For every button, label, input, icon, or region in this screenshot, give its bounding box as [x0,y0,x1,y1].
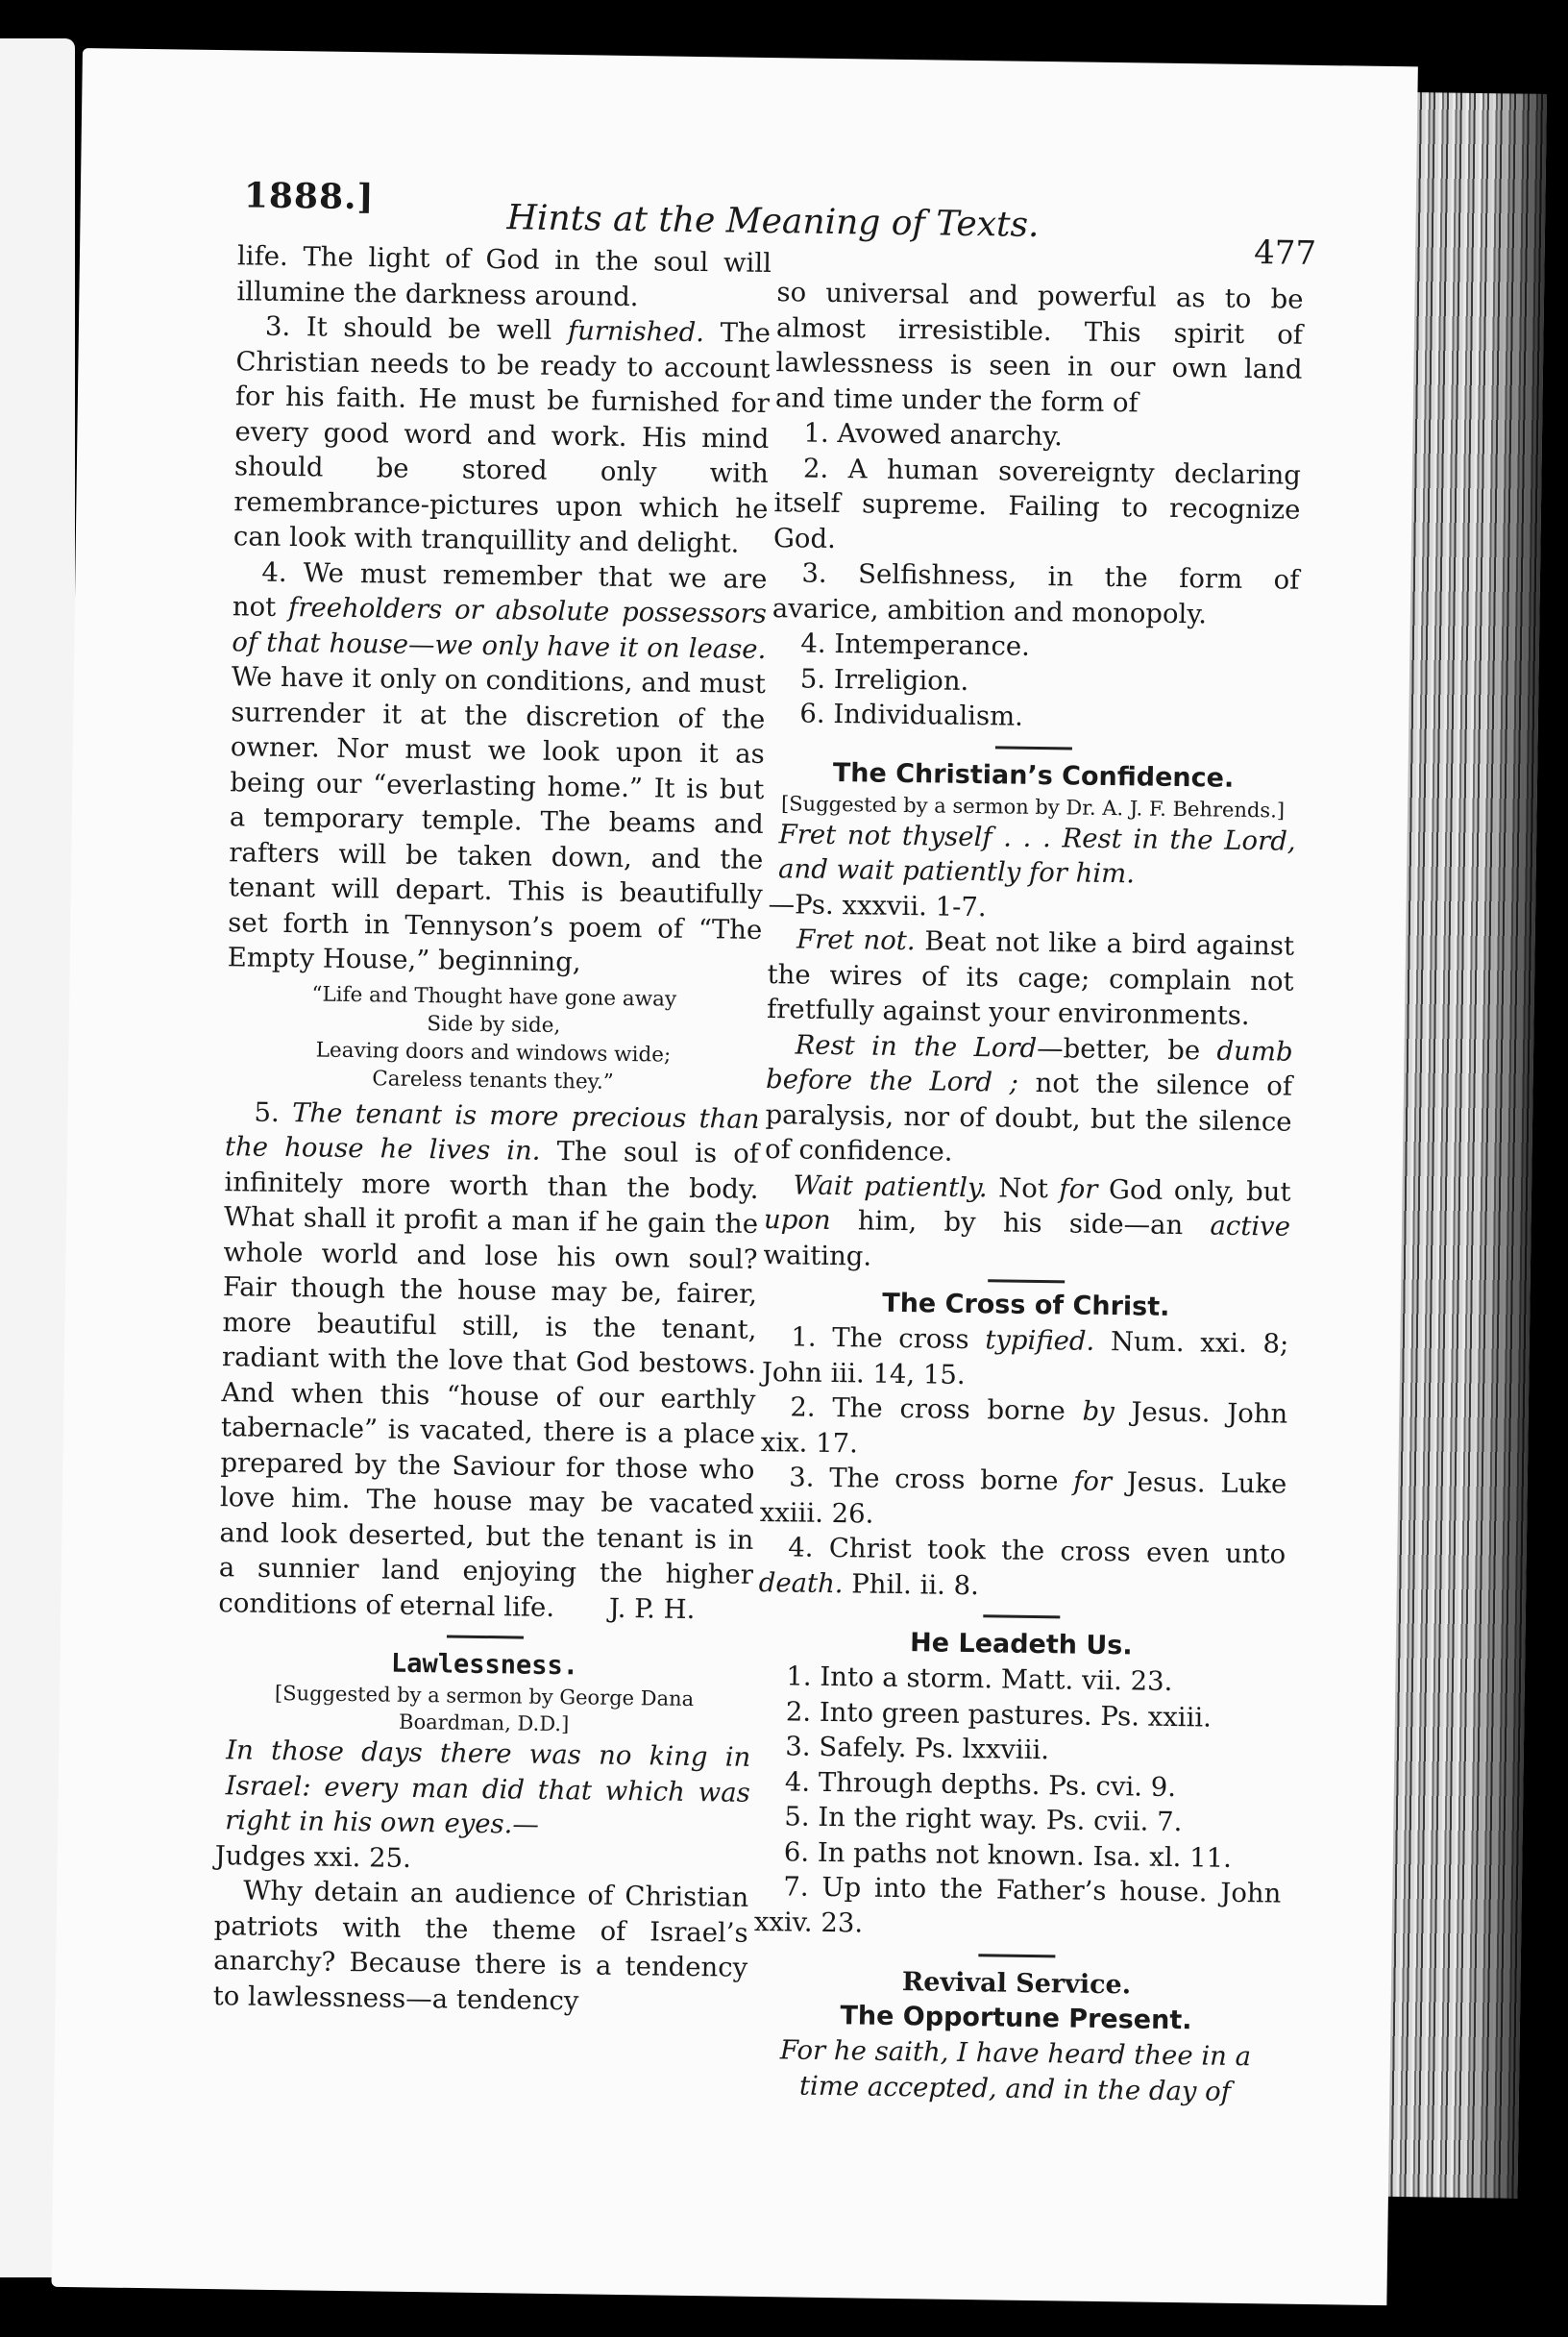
divider [995,746,1072,750]
divider [447,1635,524,1638]
section-heading: The Opportune Present. [840,2001,1192,2036]
list-item: 3. Safely. Ps. lxxviii. [785,1731,1050,1766]
paragraph: 4. We must remember that we are not freeholders or absolute possessors of that house—we only have it on lease. We have it only on conditions, and must surrender it at the discretion of the owner. Nor must we look upon it as being our “everlasting home.” It is but a temporary temple. The beams and rafters will be taken down, and the tenant will depart. This is beautifully set forth in Tennyson’s poem of “The Empty House,” beginning, [227,556,768,978]
list-item: 6. Individualism. [799,698,1024,732]
divider [978,1954,1055,1957]
list-item: 1. The cross typified. Num. xxi. 8; John iii. 14, 15. [761,1321,1289,1390]
list-item: 1. Avowed anarchy. [803,417,1064,453]
list-item: 3. The cross borne for Jesus. Luke xxiii. 26. [759,1462,1287,1530]
paragraph: 5. The tenant is more precious than the house he lives in. The soul is of infinitely more worth than the body. What shall it profit a man if he gain the whole world and lose his own soul? Fair though the house may be, fairer, more beautiful still, is the tenant, radiant with the love that God bestows. And when this “house of our earthly tabernacle” is vacated, there is a place prepared by the Saviour for those who love him. The house may be vacated and look deserted, but the tenant is in a sunnier land enjoying the higher conditions of eternal life. J. P. H. [218,1095,760,1628]
list-item: 2. The cross borne by Jesus. John xix. 17. [760,1391,1288,1459]
scripture-ref: —Ps. xxxvii. 1-7. [768,888,987,922]
list-item: 2. Into green pastures. Ps. xxiii. [785,1695,1213,1734]
list-item: 5. In the right way. Ps. cvii. 7. [784,1801,1183,1838]
list-item: 4. Through depths. Ps. cvi. 9. [784,1765,1177,1803]
attribution: [Suggested by a sermon by George Dana Boardman, D.D.] [274,1681,695,1736]
list-item: 7. Up into the Father’s house. John xxiv. 23. [753,1871,1282,1939]
signature: J. P. H. [608,1592,696,1625]
scripture-ref: Judges xxi. 25. [214,1839,412,1874]
scripture-text: Fret not thyself . . . Rest in the Lord, and wait patiently for him. [777,818,1296,890]
left-column [212,238,772,2021]
running-title: Hints at the Meaning of Texts. [506,198,1040,245]
paragraph: life. The light of God in the soul will illumine the darkness around. [236,240,772,312]
section-heading: Lawlessness. [390,1648,579,1682]
scripture-text: In those days there was no king in Israel: every man did that which was right in his own eyes.— [225,1734,751,1840]
divider [988,1279,1065,1283]
section-heading: The Cross of Christ. [882,1288,1170,1322]
page-number: 477 [1253,234,1317,273]
paragraph: Wait patiently. Not for God only, but upon him, by his side—an active waiting. [763,1168,1291,1272]
list-item: 2. A human sovereignty declaring itself supreme. Failing to recognize God. [772,453,1302,554]
poem-quote: “Life and Thought have gone away Side by side, Leaving doors and windows wide; Careless tenants they.” [311,981,677,1095]
section-heading: He Leadeth Us. [909,1628,1133,1661]
attribution: [Suggested by a sermon by Dr. A. J. F. Behrends.] [780,791,1286,823]
scripture-text: For he saith, I have heard thee in a time accepted, and in the day of [779,2034,1252,2107]
paragraph: 3. It should be well furnished. The Christian needs to be ready to account for his faith. He must be furnished for every good word and work. His mind should be stored only with remembrance-pictures upon which he can look with tranquillity and delight. [233,310,772,559]
list-item: 4. Intemperance. [800,627,1031,662]
paragraph: so universal and powerful as to be almost irresistible. This spirit of lawlessness is seen in our own land and time under the form of [774,277,1304,418]
section-heading: Revival Service. [901,1967,1132,2001]
paragraph: Why detain an audience of Christian patriots with the theme of Israel’s anarchy? Because there is a tendency to lawlessness—a tendency [212,1875,749,2016]
divider [983,1614,1060,1618]
paragraph: Fret not. Beat not like a bird against the wires of its cage; complain not fretfully against your environments. [766,923,1295,1032]
paragraph: Rest in the Lord—better, be dumb before the Lord ; not the silence of paralysis, nor of doubt, but the silence of confidence. [764,1028,1293,1168]
list-item: 1. Into a storm. Matt. vii. 23. [786,1660,1173,1698]
list-item: 3. Selfishness, in the form of avarice, ambition and monopoly. [772,557,1300,629]
list-item: 5. Irreligion. [799,662,969,697]
header-year: 1888.] [243,175,375,218]
right-column [751,275,1304,2109]
book-page [51,48,1417,2305]
section-heading: The Christian’s Confidence. [832,757,1235,794]
list-item: 6. In paths not known. Isa. xl. 11. [783,1835,1233,1874]
list-item: 4. Christ took the cross even unto death. Phil. ii. 8. [758,1532,1286,1601]
